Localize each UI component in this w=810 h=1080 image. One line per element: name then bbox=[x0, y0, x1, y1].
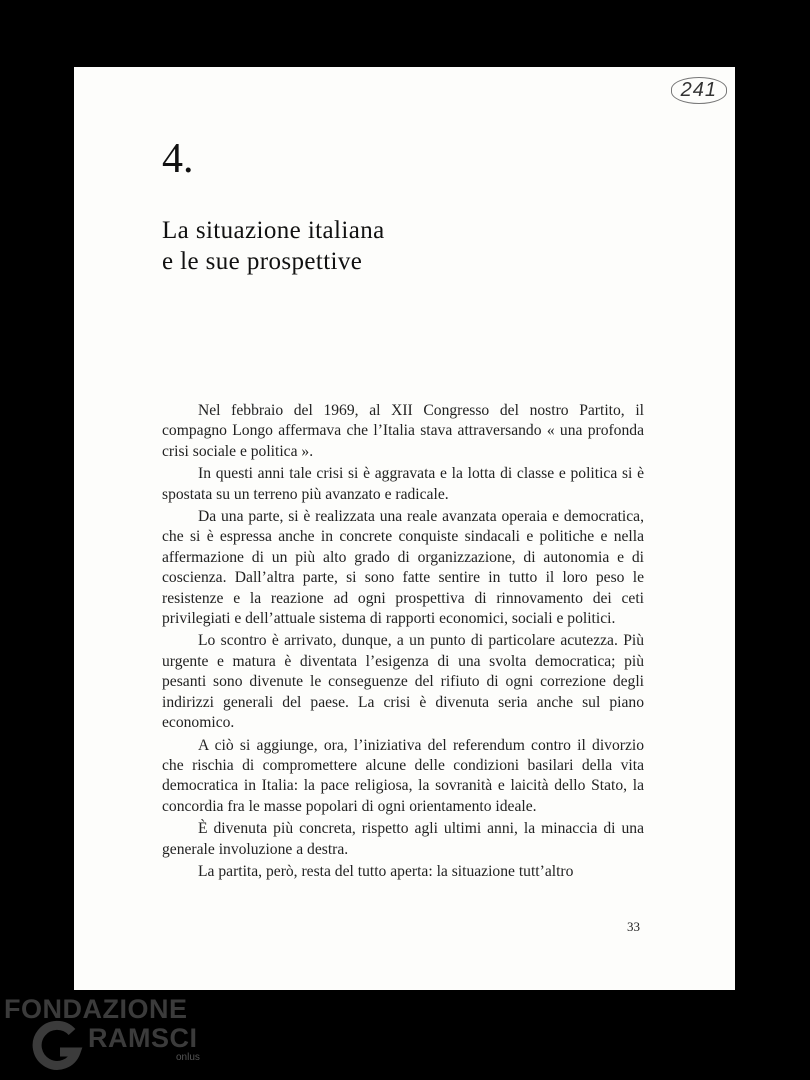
paragraph: In questi anni tale crisi si è aggravata e la lotta di classe e politica si è spostata su un terreno più avanzato e radicale. bbox=[162, 465, 644, 503]
chapter-title-line-2: e le sue prospettive bbox=[162, 248, 363, 275]
archive-number-stamp: 241 bbox=[671, 77, 727, 104]
logo-g-icon bbox=[32, 1020, 84, 1072]
paragraph: A ciò si aggiunge, ora, l’iniziativa del referendum contro il divorzio che rischia di compromettere alcune delle condizioni basilari della vita democratica in Italia: la pace religiosa, la sovranità e laicità dello Stato, la concordia fra le masse popolari di ogni orientamento ideale. bbox=[162, 736, 644, 815]
logo-text-gramsci: RAMSCI bbox=[88, 1023, 198, 1053]
paragraph: La partita, però, resta del tutto aperta: la situazione tutt’altro bbox=[198, 862, 574, 880]
document-page bbox=[74, 67, 735, 990]
paragraph: È divenuta più concreta, rispetto agli ultimi anni, la minaccia di una generale involuzione a destra. bbox=[162, 820, 644, 858]
logo-text-onlus: onlus bbox=[176, 1052, 200, 1063]
paragraph: Da una parte, si è realizzata una reale avanzata operaia e democratica, che si è espressa anche in concrete conquiste sindacali e politiche e nella affermazione di un più alto grado di organizzazione, di autonomia e di coscienza. Dall’altra parte, si sono fatte sentire in tutto il loro peso le resistenze e la reazione ad ogni prospettiva di rinnovamento dei ceti privilegiati e dell’attuale sistema di rapporti economici, sociali e politici. bbox=[162, 508, 644, 628]
paragraph: Lo scontro è arrivato, dunque, a un punto di particolare acutezza. Più urgente e matura è diventata l’esigenza di una svolta democratica; più pesanti sono divenute le conseguenze del rifiuto di ogni correzione degli indirizzi generali del paese. La crisi è divenuta seria anche sul piano economico. bbox=[162, 632, 644, 732]
chapter-number: 4. bbox=[162, 136, 194, 182]
paragraph: Nel febbraio del 1969, al XII Congresso del nostro Partito, il compagno Longo affermava che l’Italia stava attraversando « una profonda crisi sociale e politica ». bbox=[162, 402, 644, 460]
chapter-title bbox=[162, 215, 385, 277]
page-number: 33 bbox=[627, 919, 640, 934]
body-text bbox=[162, 401, 644, 884]
chapter-title-line-1: La situazione italiana bbox=[162, 217, 385, 244]
logo-text-fondazione: FONDAZIONE bbox=[4, 994, 188, 1024]
fondazione-gramsci-logo bbox=[4, 994, 204, 1072]
